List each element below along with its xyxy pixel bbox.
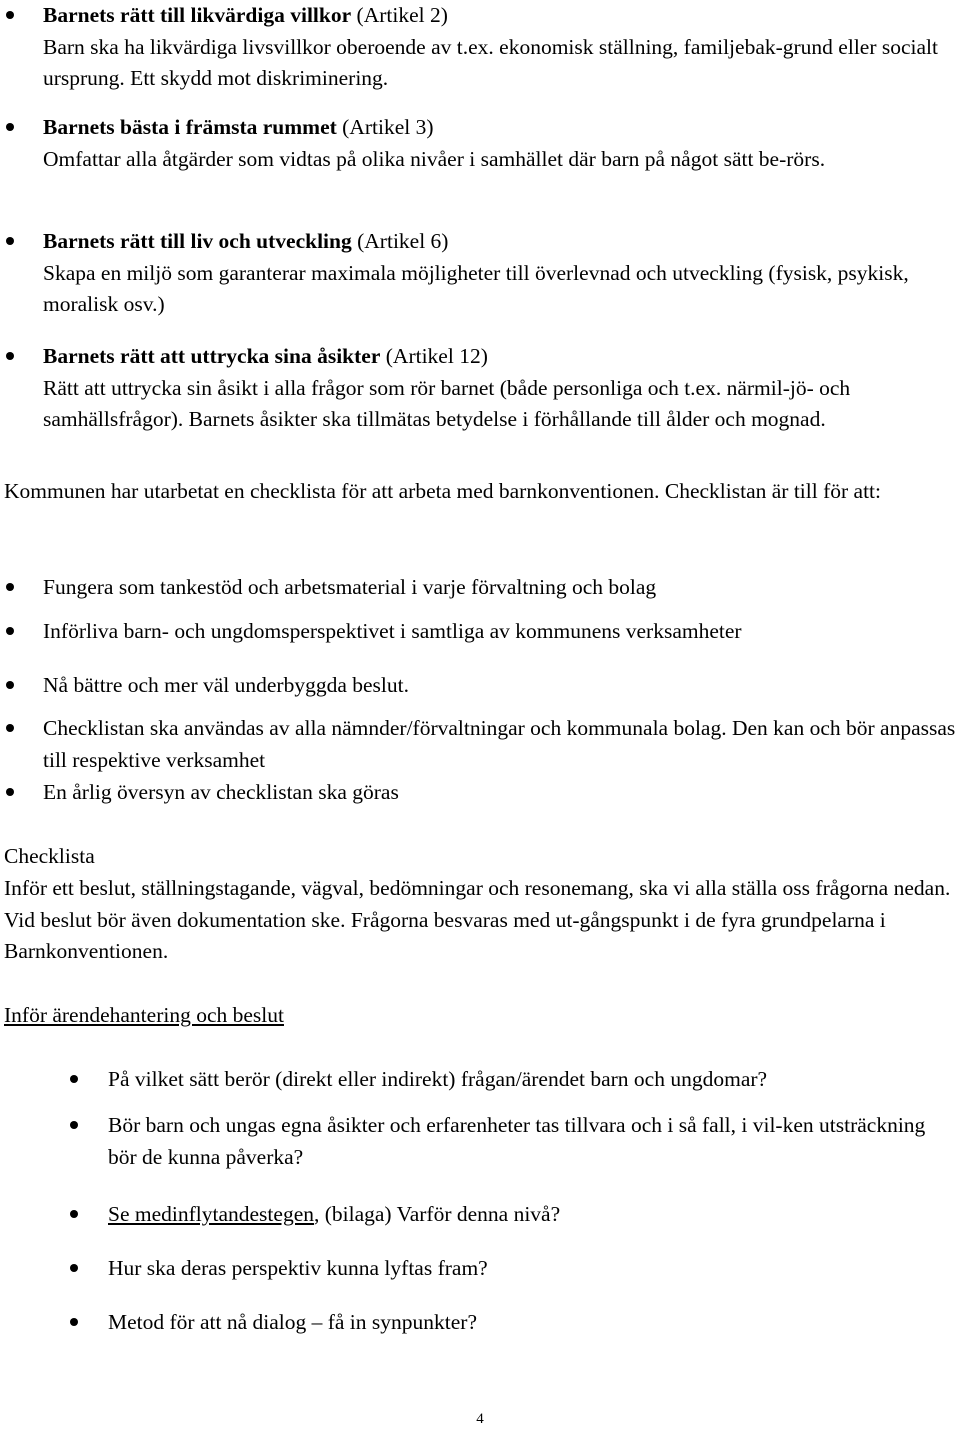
question-text: På vilket sätt berör (direkt eller indirekt) frågan/ärendet barn och ungdomar?	[108, 1067, 768, 1091]
bullet-icon	[6, 123, 14, 131]
question-item	[0, 1064, 958, 1096]
checklist-heading: Checklista	[4, 844, 95, 868]
right-item-article-12	[0, 341, 958, 436]
question-text: , (bilaga) Varför denna nivå?	[313, 1202, 561, 1226]
bullet-icon	[6, 352, 14, 360]
right-desc: Skapa en miljö som garanterar maximala möjligheter till överlevnad och utveckling (fysisk, psykisk, moralisk osv.)	[43, 260, 909, 316]
bullet-icon	[70, 1075, 78, 1083]
bullet-icon	[70, 1121, 78, 1129]
question-item	[0, 1199, 958, 1231]
right-item-article-3	[0, 112, 958, 175]
bullet-icon	[6, 681, 14, 689]
checklist-text: Inför ett beslut, ställningstagande, vägval, bedömningar och resonemang, ska vi alla ställa oss frågorna nedan. Vid beslut bör även dokumentation ske. Frågorna besvaras med ut-gångspunkt i de fyra grundpelarna i Barnkonventionen.	[4, 876, 951, 963]
question-item	[0, 1253, 958, 1285]
right-title: Barnets rätt att uttrycka sina åsikter	[43, 344, 381, 368]
medinflytandestegen-link[interactable]: Se medinflytandestegen	[108, 1202, 314, 1226]
bullet-icon	[6, 788, 14, 796]
right-item-article-2	[0, 0, 958, 95]
bullet-icon	[6, 11, 14, 19]
purpose-item	[0, 777, 958, 809]
purpose-text: En årlig översyn av checklistan ska göras	[43, 780, 399, 804]
right-desc: Barn ska ha likvärdiga livsvillkor oberoende av t.ex. ekonomisk ställning, familjebak-grund eller socialt ursprung. Ett skydd mot diskriminering.	[43, 34, 939, 90]
bullet-icon	[6, 237, 14, 245]
purpose-item	[0, 713, 958, 776]
right-desc: Omfattar alla åtgärder som vidtas på olika nivåer i samhället där barn på något sätt be-rörs.	[43, 146, 826, 171]
question-text: Metod för att nå dialog – få in synpunkter?	[108, 1310, 477, 1334]
purpose-item	[0, 670, 958, 702]
purpose-item	[0, 572, 958, 604]
bullet-icon	[70, 1210, 78, 1218]
bullet-icon	[6, 627, 14, 635]
right-desc: Rätt att uttrycka sin åsikt i alla frågor som rör barnet (både personliga och t.ex. närmil-jö- och samhällsfrågor). Barnets åsikter ska tillmätas betydelse i förhållande till ålder och mognad.	[43, 375, 851, 431]
purpose-item	[0, 616, 958, 648]
right-title: Barnets bästa i främsta rummet	[43, 115, 337, 139]
question-text: Hur ska deras perspektiv kunna lyftas fram?	[108, 1256, 488, 1280]
bullet-icon	[70, 1318, 78, 1326]
purpose-text: Checklistan ska användas av alla nämnder/förvaltningar och kommunala bolag. Den kan och bör anpassas till respektive verksamhet	[43, 716, 956, 772]
right-title: Barnets rätt till likvärdiga villkor	[43, 3, 352, 27]
right-item-article-6	[0, 226, 958, 321]
bullet-icon	[6, 583, 14, 591]
section-heading: Inför ärendehantering och beslut	[4, 1003, 284, 1027]
page-number: 4	[476, 1411, 484, 1427]
purpose-text: Fungera som tankestöd och arbetsmaterial i varje förvaltning och bolag	[43, 575, 657, 599]
right-title: Barnets rätt till liv och utveckling	[43, 229, 352, 253]
right-ref: (Artikel 12)	[380, 344, 488, 368]
right-ref: (Artikel 6)	[351, 229, 449, 253]
intro-paragraph: Kommunen har utarbetat en checklista för att arbeta med barnkonventionen. Checklistan är till för att:	[4, 479, 882, 503]
purpose-text: Nå bättre och mer väl underbyggda beslut.	[43, 673, 409, 697]
question-item	[0, 1307, 958, 1339]
question-text: Bör barn och ungas egna åsikter och erfarenheter tas tillvara och i så fall, i vil-ken utsträckning bör de kunna påverka?	[108, 1113, 926, 1169]
bullet-icon	[70, 1264, 78, 1272]
right-ref: (Artikel 3)	[336, 115, 434, 139]
purpose-text: Införliva barn- och ungdomsperspektivet i samtliga av kommunens verksamheter	[43, 619, 742, 643]
right-ref: (Artikel 2)	[351, 3, 448, 27]
question-item	[0, 1110, 958, 1173]
bullet-icon	[6, 724, 14, 732]
